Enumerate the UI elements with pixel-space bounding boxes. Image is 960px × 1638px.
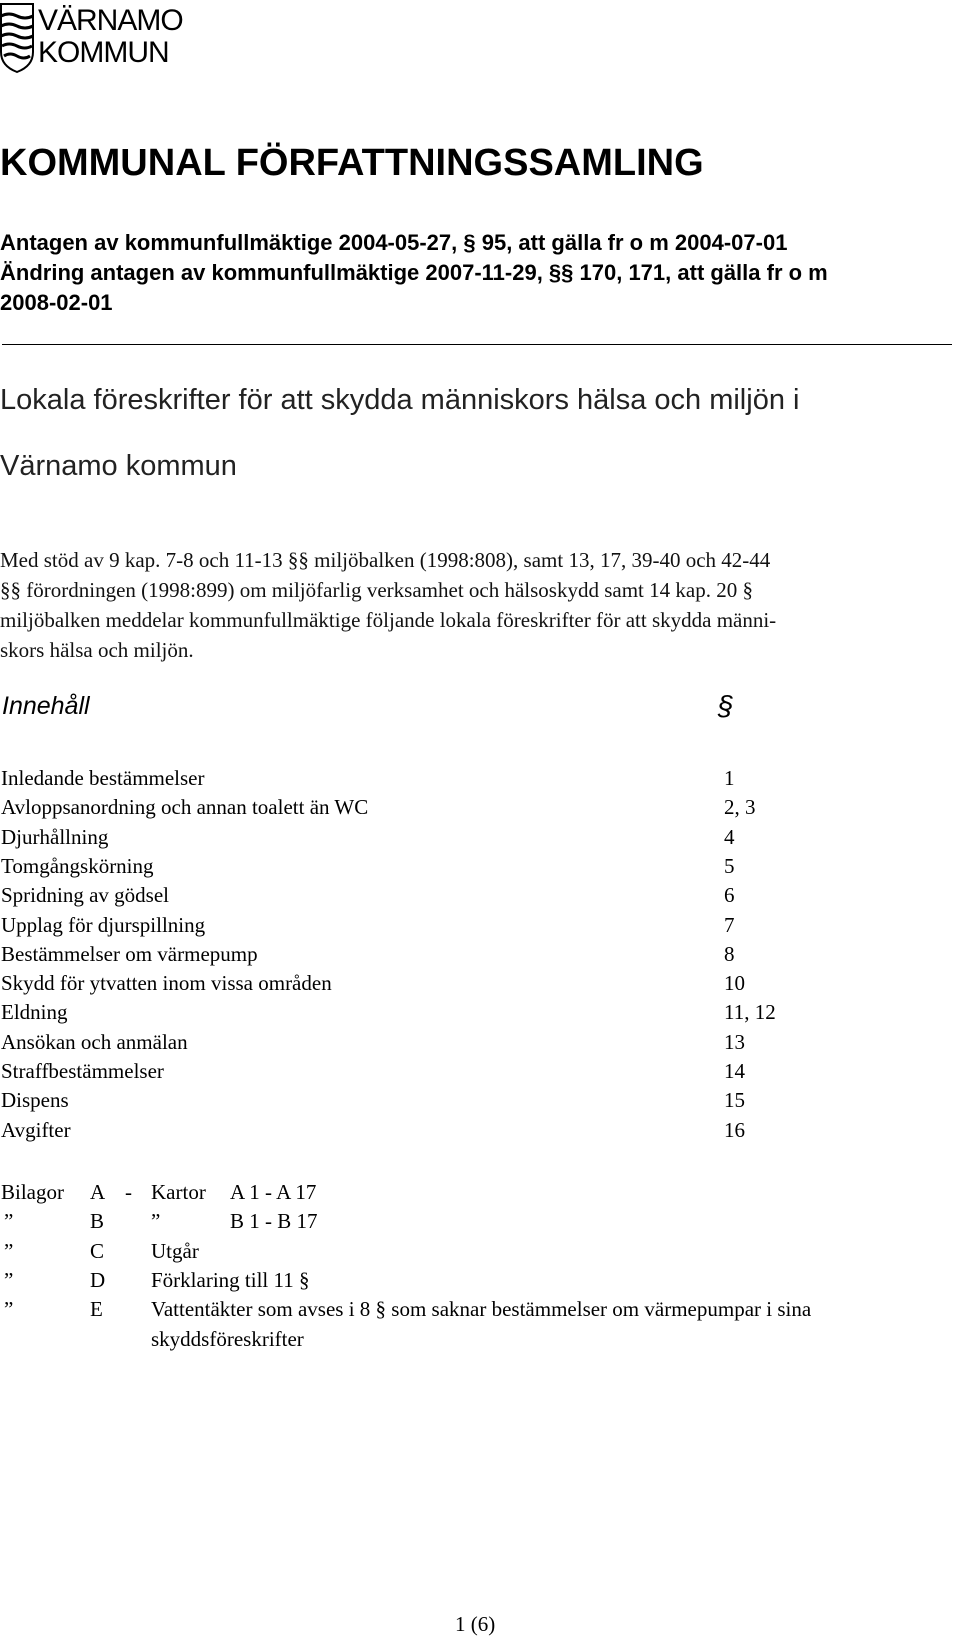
toc-item-title: Avloppsanordning och annan toalett än WC [1,795,369,820]
amendment-date: 2008-02-01 [0,290,113,315]
coat-of-arms-icon [0,2,34,74]
ditto-mark: ” [4,1297,14,1322]
appendix-description-cont: skyddsföreskrifter [151,1326,304,1351]
amendment-line: Ändring antagen av kommunfullmäktige 2007-11-29, §§ 170, 171, att gälla fr o m [0,260,828,285]
intro-line: §§ förordningen (1998:899) om miljöfarlig verksamhet och hälsoskydd samt 14 kap. 20 § [0,578,753,602]
logo-text-kommun: KOMMUN [38,36,169,69]
contents-label: Innehåll [2,692,90,720]
toc-item-section: 13 [724,1029,745,1054]
toc-item-section: 1 [724,766,735,790]
appendix-range: B 1 - B 17 [230,1209,318,1234]
appendix-range: A 1 - A 17 [230,1180,317,1204]
appendix-label: Bilagor [1,1180,64,1204]
toc-item-section: 5 [724,853,735,878]
appendix-letter: A [90,1180,106,1204]
toc-item-title: Inledande bestämmelser [1,766,205,790]
logo-text-varnamo: VÄRNAMO [38,4,183,37]
document-title: KOMMUNAL FÖRFATTNINGSSAMLING [0,142,704,184]
toc-item-title: Upplag för djurspillning [1,912,206,937]
appendix-description: ” [151,1209,161,1234]
toc-item-section: 2, 3 [724,795,756,820]
appendix-description: Vattentäkter som avses i 8 § som saknar bestämmelser om värmepumpar i sina [151,1297,812,1322]
page-number: 1 (6) [455,1612,496,1636]
toc-item-section: 4 [724,824,735,849]
intro-line: Med stöd av 9 kap. 7-8 och 11-13 §§ miljöbalken (1998:808), samt 13, 17, 39-40 och 42-44 [0,548,771,572]
toc-item-section: 14 [724,1059,745,1083]
toc-item-title: Dispens [1,1088,69,1113]
ditto-mark: ” [4,1267,14,1292]
horizontal-rule [2,344,952,345]
adoption-line: Antagen av kommunfullmäktige 2004-05-27, § 95, att gälla fr o m 2004-07-01 [0,230,788,255]
appendix-description: Utgår [151,1238,199,1263]
appendix-description: Förklaring till 11 § [151,1267,310,1292]
toc-item-title: Djurhållning [1,824,109,849]
toc-item-section: 15 [724,1088,745,1113]
intro-line: skors hälsa och miljön. [0,638,194,662]
toc-item-section: 8 [724,941,735,966]
section-column-header: § [718,690,734,721]
toc-item-title: Tomgångskörning [1,853,154,878]
appendix-dash: - [125,1180,132,1204]
toc-item-title: Straffbestämmelser [1,1059,164,1083]
appendix-letter: C [90,1238,105,1263]
toc-item-title: Skydd för ytvatten inom vissa områden [1,971,332,996]
toc-item-title: Avgifter [1,1117,71,1142]
intro-line: miljöbalken meddelar kommunfullmäktige följande lokala föreskrifter för att skydda männi- [0,608,777,632]
regulation-heading: Lokala föreskrifter för att skydda människors hälsa och miljön i [0,384,800,416]
toc-item-section: 7 [724,912,735,937]
toc-item-section: 10 [724,971,745,996]
appendix-letter: E [90,1297,103,1322]
toc-item-section: 16 [724,1117,745,1142]
varnamo-logo [0,0,240,76]
appendix-description: Kartor [151,1180,206,1204]
toc-item-title: Spridning av gödsel [1,883,169,908]
ditto-mark: ” [4,1209,14,1234]
toc-item-title: Ansökan och anmälan [1,1029,188,1054]
regulation-heading-cont: Värnamo kommun [0,450,237,482]
toc-item-title: Bestämmelser om värmepump [1,941,258,966]
toc-item-title: Eldning [1,1000,68,1025]
appendix-letter: B [90,1209,105,1234]
ditto-mark: ” [4,1238,14,1263]
toc-item-section: 6 [724,883,735,908]
toc-item-section: 11, 12 [724,1000,776,1025]
appendix-letter: D [90,1267,106,1292]
